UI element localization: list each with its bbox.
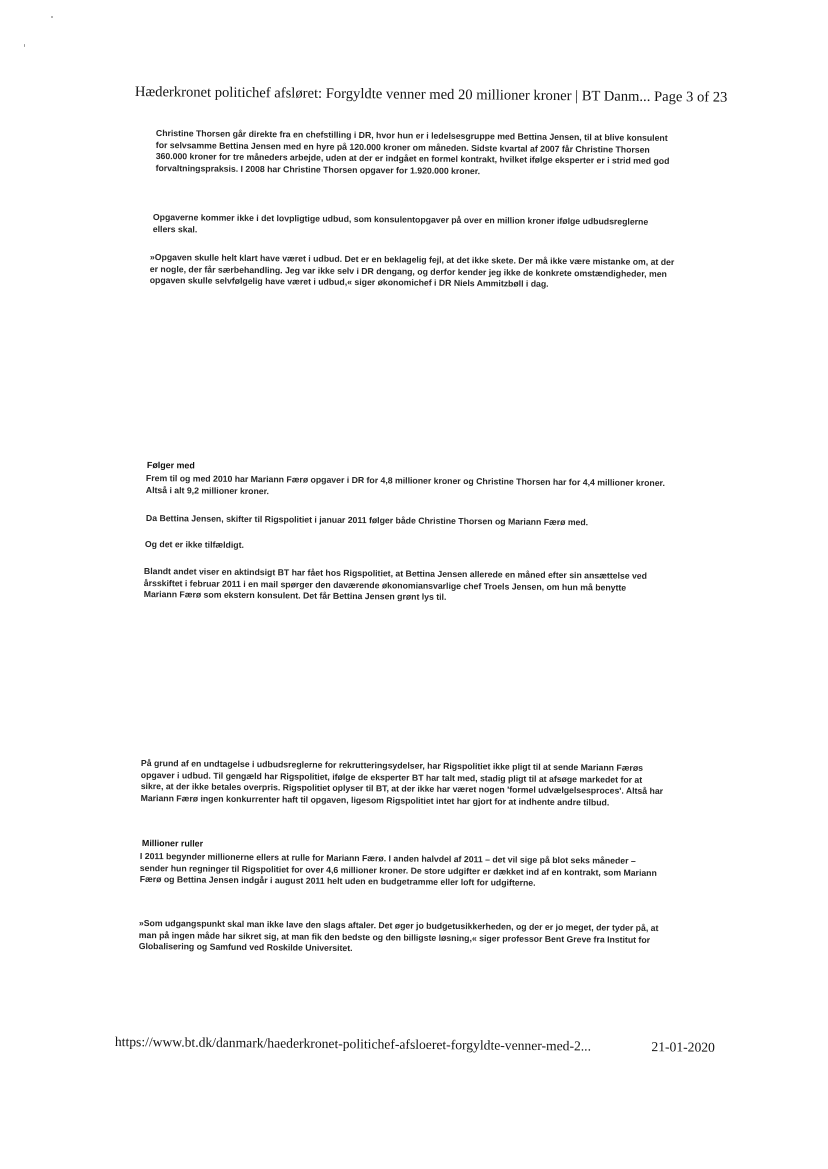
article-paragraph: »Som udgangspunkt skal man ikke lave den slags aftaler. Det øger jo budgetusikkerheden, og der er jo meget, der tyder på, at man på ingen måde har sikret sig, at man fik den bedste og den billigste løsning,« siger professor Bent Greve fra Institut for Globalisering og Samfund ved Roskilde Universitet. [138,918,659,954]
scan-speck [51,16,53,18]
article-paragraph: Christine Thorsen går direkte fra en chefstilling i DR, hvor hun er i ledelsesgruppe med Bettina Jensen, til at blive konsulent for selvsamme Bettina Jensen med en hyre på 120.000 kroner om måneden. Sidste kvartal af 2007 får Christine Thorsen 360.000 kroner for tre måneders arbejde, uden at der er indgået en formel kontrakt, hvilket ifølge eksperter er i strid med god forvaltningspraksis. I 2008 har Christine Thorsen opgaver for 1.920.000 kroner. [155,128,670,176]
subheading: Millioner ruller [141,838,204,849]
scan-speck [24,44,25,47]
article-paragraph: Blandt andet viser en aktindsigt BT har fået hos Rigspolitiet, at Bettina Jensen allerede en måned efter sin ansættelse ved årsskiftet i februar 2011 i en mail spørger den daværende økonomiansvarlige chef Troels Jensen, om hun må benytte Mariann Færø som ekstern konsulent. Det får Bettina Jensen grønt lys til. [143,566,648,603]
page-footer [115,1034,715,1056]
article-paragraph: Frem til og med 2010 har Mariann Færø opgaver i DR for 4,8 millioner kroner og Christine Thorsen har for 4,4 millioner kroner. Altså i alt 9,2 millioner kroner. [145,473,665,496]
article-paragraph: Opgaverne kommer ikke i det lovpligtige udbud, som konsulentopgaver på over en million kroner ifølge udbudsreglerne ellers skal. [152,212,649,235]
footer-url: https://www.bt.dk/danmark/haederkronet-politichef-afsloeret-forgyldte-venner-med-2... [114,1034,592,1054]
article-paragraph: »Opgaven skulle helt klart have været i udbud. Det er en beklagelig fejl, at det ikke skete. Der må ikke være mistanke om, at der er nogle, der får særbehandling. Jeg var ikke selv i DR dengang, og derfor kender jeg ikke de konkrete omstændigheder, men opgaven skulle selvfølgelig have været i udbud,« siger økonomichef i DR Niels Ammitzbøll i dag. [149,252,675,290]
article-paragraph: Og det er ikke tilfældigt. [144,539,244,550]
page-header [135,84,735,107]
footer-date: 21-01-2020 [651,1039,715,1055]
page-header-title: Hæderkronet politichef afsløret: Forgyldte venner med 20 millioner kroner | BT Danm... [134,84,651,105]
subheading: Følger med [146,460,195,471]
article-paragraph: I 2011 begynder millionerne ellers at rulle for Mariann Færø. I anden halvdel af 2011 – det vil sige på blot seks måneder – sender hun regninger til Rigspolitiet for over 4,6 millioner kroner. De store udgifter er dækket ind af en kontrakt, som Mariann Færø og Bettina Jensen indgår i august 2011 helt uden en budgetramme eller loft for udgifterne. [139,851,657,888]
article-paragraph: Da Bettina Jensen, skifter til Rigspolitiet i januar 2011 følger både Christine Thorsen og Mariann Færø med. [145,513,589,528]
article-paragraph: På grund af en undtagelse i udbudsreglerne for rekrutteringsydelser, har Rigspolitiet ikke pligt til at sende Mariann Færøs opgaver i udbud. Til gengæld har Rigspolitiet, ifølge de eksperter BT har talt med, stadig pligt til at afsøge markedet for at sikre, at der ikke betales overpris. Rigspolitiet oplyser til BT, at der ikke har været nogen 'formel udvælgelsesproces'. Altså har Mariann Færø ingen konkurrenter haft til opgaven, ligesom Rigspolitiet intet har gjort for at indhente andre tilbud. [140,758,664,808]
page-number: Page 3 of 23 [653,88,728,106]
